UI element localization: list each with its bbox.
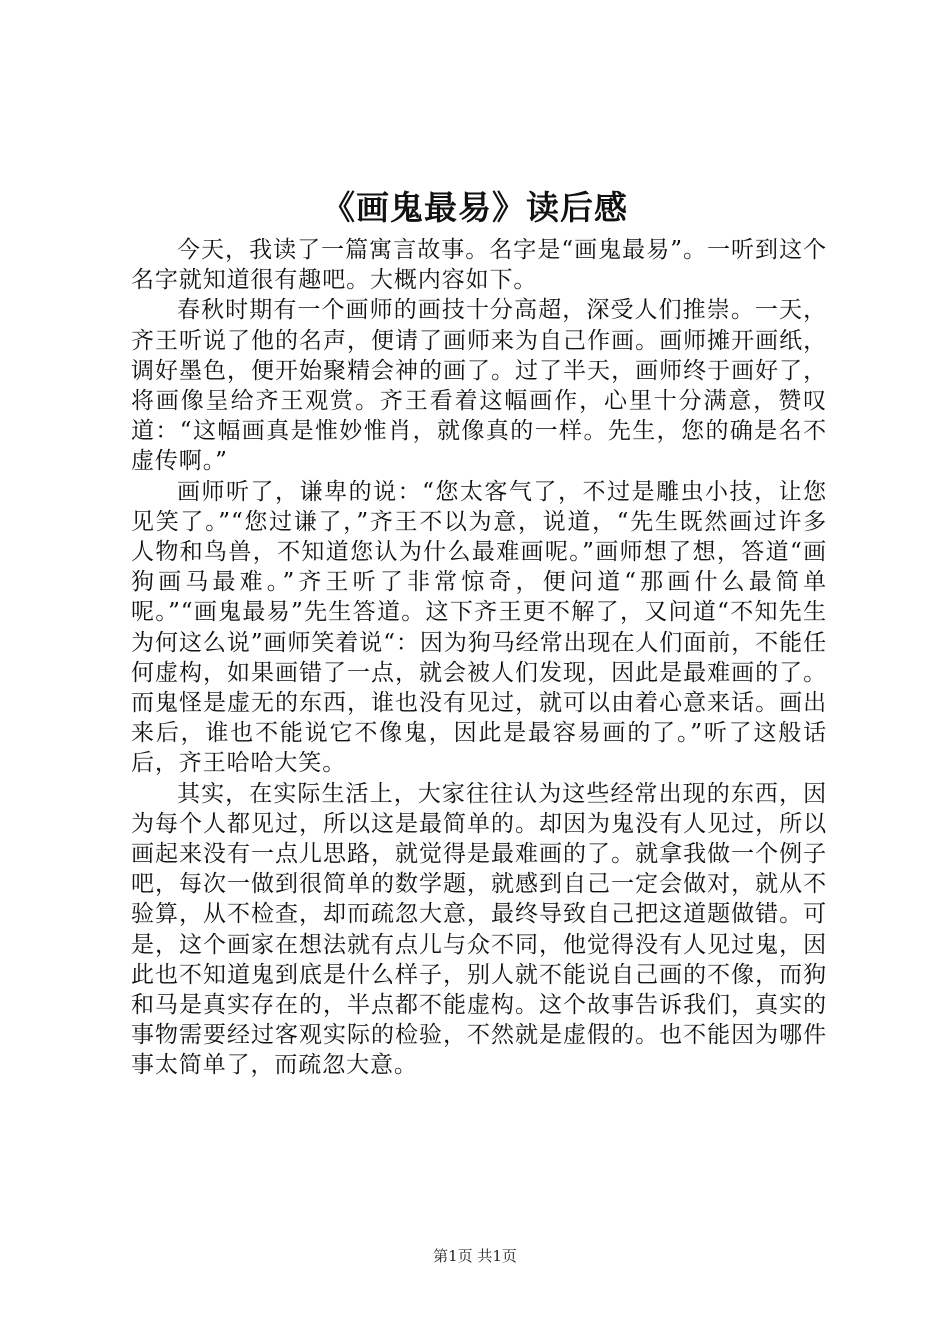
- page-footer: 第1页 共1页: [433, 1247, 517, 1265]
- paragraph-dialogue: 画师听了，谦卑的说：“您太客气了，不过是雕虫小技，让您见笑了。”“您过谦了，”齐王不以为意，说道，“先生既然画过许多人物和鸟兽，不知道您认为什么最难画呢。”画师想了想，答道“画狗画马最难。”齐王听了非常惊奇，便问道“那画什么最简单呢。”“画鬼最易”先生答道。这下齐王更不解了，又问道“不知先生为何这么说”画师笑着说“：因为狗马经常出现在人们面前，不能任何虚构，如果画错了一点，就会被人们发现，因此是最难画的了。而鬼怪是虚无的东西，谁也没有见过，就可以由着心意来话。画出来后，谁也不能说它不像鬼，因此是最容易画的了。”听了这般话后，齐王哈哈大笑。: [131, 478, 827, 777]
- paragraph-story: 春秋时期有一个画师的画技十分高超，深受人们推崇。一天，齐王听说了他的名声，便请了画师来为自己作画。画师摊开画纸，调好墨色，便开始聚精会神的画了。过了半天，画师终于画好了，将画像呈给齐王观赏。齐王看着这幅画作，心里十分满意，赞叹道：“这幅画真是惟妙惟肖，就像真的一样。先生，您的确是名不虚传啊。”: [131, 297, 827, 475]
- paragraph-reflection: 其实，在实际生活上，大家往往认为这些经常出现的东西，因为每个人都见过，所以这是最简单的。却因为鬼没有人见过，所以画起来没有一点儿思路，就觉得是最难画的了。就拿我做一个例子吧，每次一做到很简单的数学题，就感到自己一定会做对，就从不验算，从不检查，却而疏忽大意，最终导致自己把这道题做错。可是，这个画家在想法就有点儿与众不同，他觉得没有人见过鬼，因此也不知道鬼到底是什么样子，别人就不能说自己画的不像，而狗和马是真实存在的，半点都不能虚构。这个故事告诉我们，真实的事物需要经过客观实际的检验，不然就是虚假的。也不能因为哪件事太简单了，而疏忽大意。: [131, 780, 827, 1079]
- document-body: [131, 235, 827, 1081]
- page-title: 《画鬼最易》读后感: [322, 188, 628, 227]
- paragraph-intro: 今天，我读了一篇寓言故事。名字是“画鬼最易”。一听到这个名字就知道很有趣吧。大概内容如下。: [131, 237, 827, 294]
